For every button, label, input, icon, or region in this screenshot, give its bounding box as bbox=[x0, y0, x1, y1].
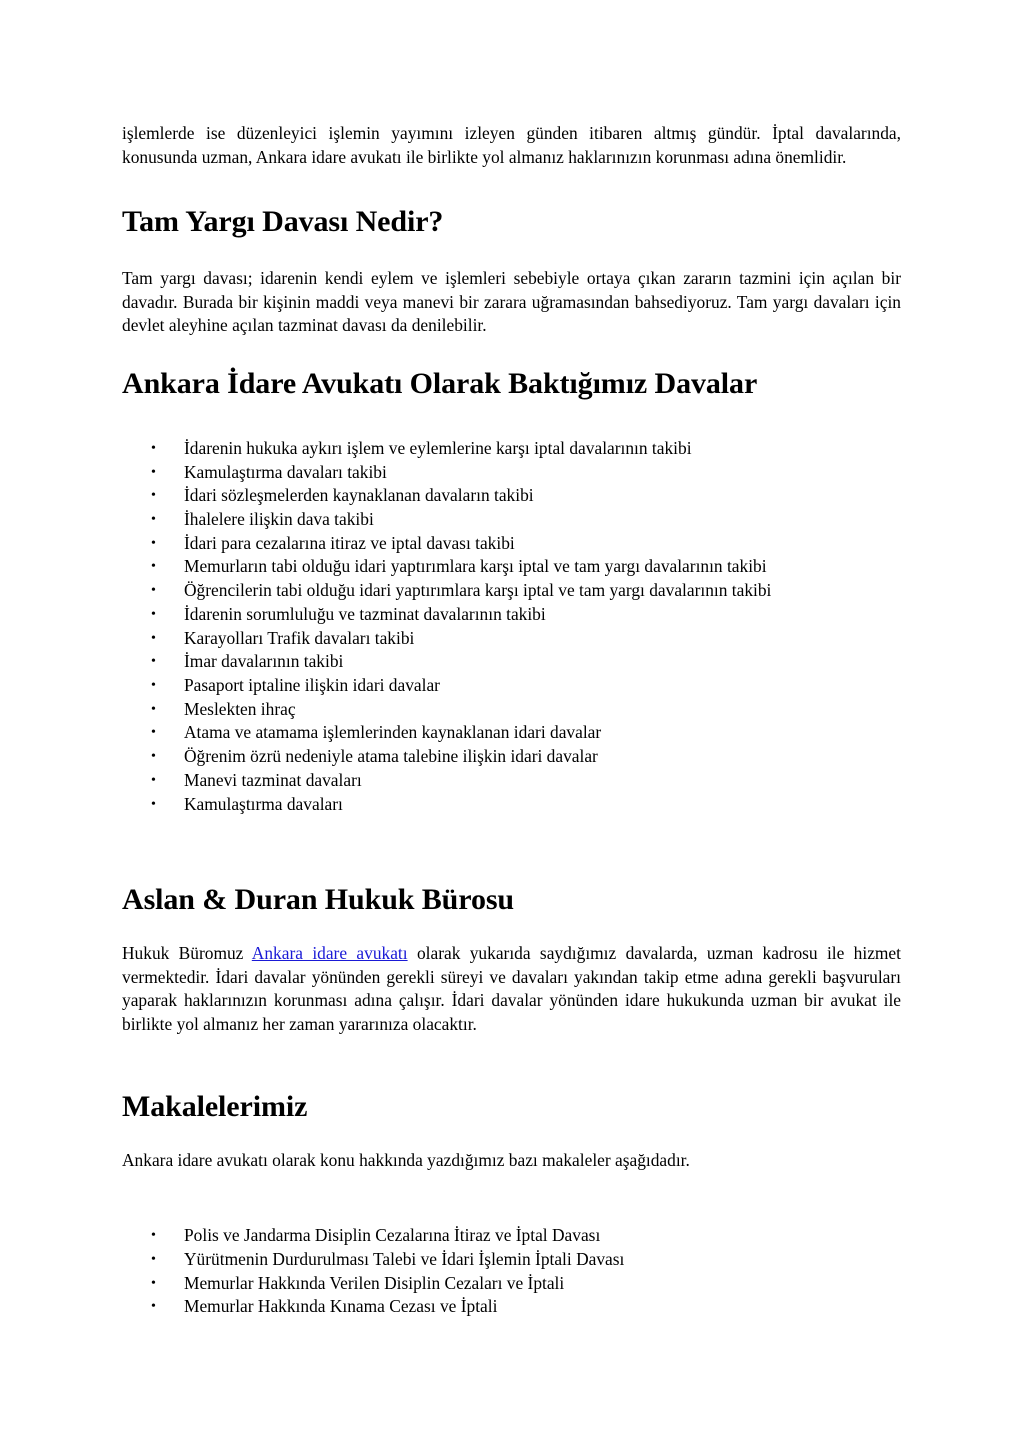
heading-davalar: Ankara İdare Avukatı Olarak Baktığımız Davalar bbox=[122, 366, 758, 400]
list-item: • Memurların tabi olduğu idari yaptırımlara karşı iptal ve tam yargı davalarının takibi bbox=[122, 555, 901, 579]
ankara-idare-avukati-link[interactable]: Ankara idare avukatı bbox=[251, 943, 408, 964]
bullet-icon: • bbox=[151, 583, 156, 599]
list-item: • Memurlar Hakkında Kınama Cezası ve İptali bbox=[122, 1295, 901, 1319]
list-item: • Meslekten ihraç bbox=[122, 698, 901, 722]
list-item: • İdari para cezalarına itiraz ve iptal davası takibi bbox=[122, 532, 901, 556]
bullet-icon: • bbox=[151, 1251, 156, 1267]
list-item: • Memurlar Hakkında Verilen Disiplin Cezaları ve İptali bbox=[122, 1272, 901, 1296]
document-page bbox=[122, 122, 901, 1319]
list-item: • Öğrenim özrü nedeniyle atama talebine ilişkin idari davalar bbox=[122, 745, 901, 769]
tam-yargi-paragraph: Tam yargı davası; idarenin kendi eylem ve işlemleri sebebiyle ortaya çıkan zararın tazmini için açılan bir davadır. Burada bir kişinin maddi veya manevi bir zarara uğramasından bahsediyoruz. Tam yargı davaları için devlet aleyhine açılan tazminat davası da denilebilir. bbox=[122, 268, 901, 336]
intro-paragraph: işlemlerde ise düzenleyici işlemin yayımını izleyen günden itibaren altmış gündür. İptal davalarında, konusunda uzman, Ankara idare avukatı ile birlikte yol almanız haklarınızın korunması adına önemlidir. bbox=[122, 123, 901, 167]
bullet-icon: • bbox=[151, 606, 156, 622]
bullet-icon: • bbox=[151, 654, 156, 670]
list-item: • İmar davalarının takibi bbox=[122, 650, 901, 674]
bullet-icon: • bbox=[151, 678, 156, 693]
buro-text-before: Hukuk Büromuz bbox=[122, 943, 252, 964]
bullet-icon: • bbox=[151, 464, 156, 480]
heading-buro: Aslan & Duran Hukuk Bürosu bbox=[122, 883, 514, 917]
list-item: • Kamulaştırma davaları takibi bbox=[122, 461, 901, 485]
bullet-icon: • bbox=[151, 1275, 156, 1291]
list-item: • İdarenin sorumluluğu ve tazminat davalarının takibi bbox=[122, 603, 901, 627]
buro-text-after: olarak yukarıda saydığımız davalarda, uzman kadrosu ile hizmet vermektedir. İdari davalar yönünden gerekli süreyi ve davaları yakından takip etme adına gerekli başvuruları yaparak haklarınızın korunması adına çalışır. İdari davalar yönünden idare hukukunda uzman bir avukat ile birlikte yol almanız her zaman yararınıza olacaktır. bbox=[122, 943, 901, 1034]
bullet-icon: • bbox=[151, 630, 156, 646]
makaleler-list bbox=[122, 1224, 901, 1319]
bullet-icon: • bbox=[151, 512, 156, 528]
bullet-icon: • bbox=[151, 749, 156, 765]
bullet-icon: • bbox=[151, 440, 156, 456]
list-item: • İhalelere ilişkin dava takibi bbox=[122, 508, 901, 532]
list-item: • Polis ve Jandarma Disiplin Cezalarına İtiraz ve İptal Davası bbox=[122, 1224, 901, 1248]
list-item: • İdari sözleşmelerden kaynaklanan davaların takibi bbox=[122, 484, 901, 508]
list-item: • Öğrencilerin tabi olduğu idari yaptırımlara karşı iptal ve tam yargı davalarının takibi bbox=[122, 579, 901, 603]
bullet-icon: • bbox=[151, 701, 156, 717]
list-item: • Kamulaştırma davaları bbox=[122, 793, 901, 817]
bullet-icon: • bbox=[151, 725, 156, 741]
list-item: • İdarenin hukuka aykırı işlem ve eylemlerine karşı iptal davalarının takibi bbox=[122, 437, 901, 461]
bullet-icon: • bbox=[151, 796, 156, 812]
bullet-icon: • bbox=[151, 1228, 156, 1244]
davalar-list bbox=[122, 437, 901, 816]
buro-paragraph bbox=[122, 942, 901, 1036]
heading-makaleler: Makalelerimiz bbox=[122, 1089, 308, 1123]
list-item: • Atama ve atamama işlemlerinden kaynaklanan idari davalar bbox=[122, 721, 901, 745]
bullet-icon: • bbox=[151, 559, 156, 575]
list-item: • Yürütmenin Durdurulması Talebi ve İdari İşlemin İptali Davası bbox=[122, 1248, 901, 1272]
bullet-icon: • bbox=[151, 772, 156, 788]
bullet-icon: • bbox=[151, 488, 156, 504]
bullet-icon: • bbox=[151, 1299, 156, 1315]
heading-tam-yargi: Tam Yargı Davası Nedir? bbox=[122, 205, 444, 239]
list-item: • Karayolları Trafik davaları takibi bbox=[122, 627, 901, 651]
list-item: • Pasaport iptaline ilişkin idari davalar bbox=[122, 674, 901, 698]
makaleler-paragraph: Ankara idare avukatı olarak konu hakkında yazdığımız bazı makaleler aşağıdadır. bbox=[122, 1149, 690, 1170]
list-item: • Manevi tazminat davaları bbox=[122, 769, 901, 793]
bullet-icon: • bbox=[151, 535, 156, 551]
